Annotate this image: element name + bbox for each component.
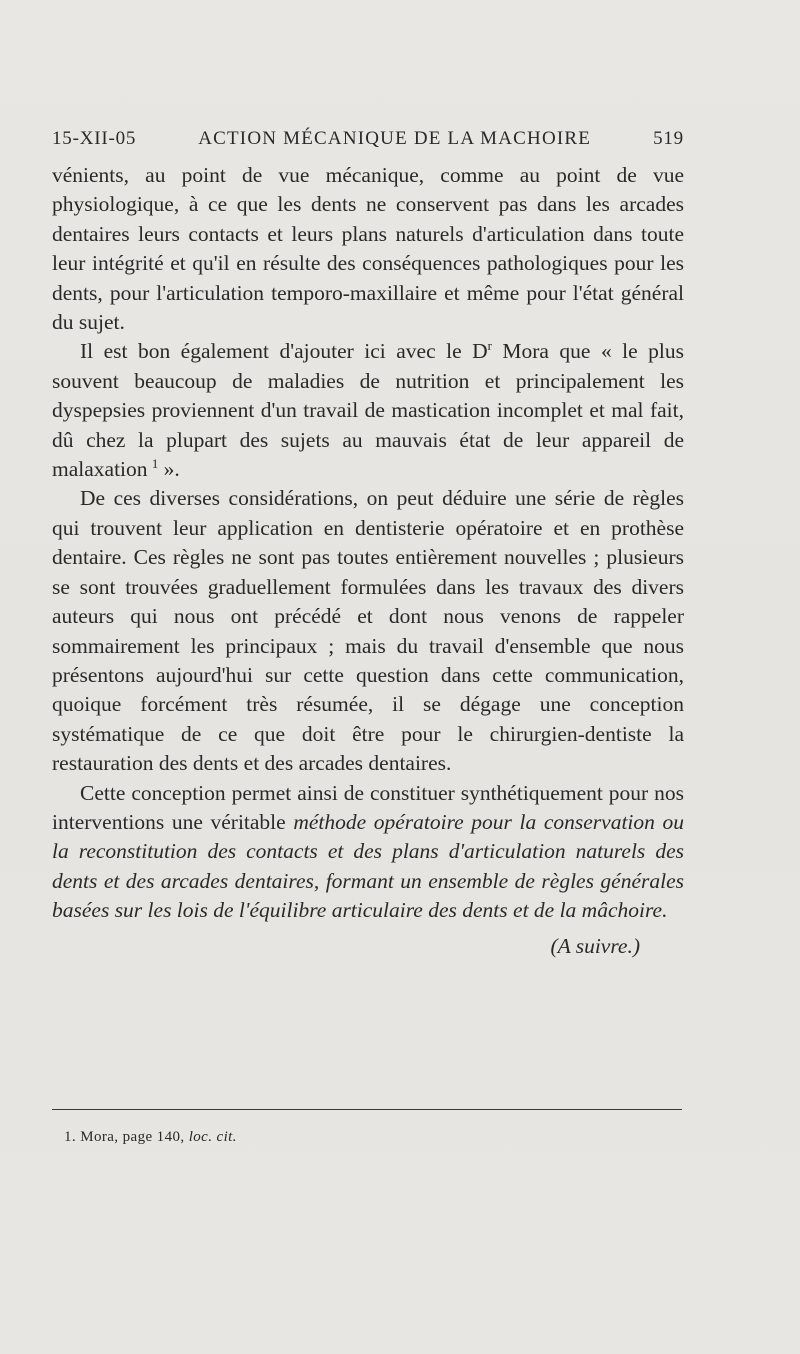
paragraph-2-part1: Il est bon également d'ajouter ici avec le D [80, 339, 488, 364]
paragraph-1: vénients, au point de vue mécanique, comme au point de vue physiologique, à ce que les dents ne conservent pas dans les arcades dentaires leurs contacts et leurs plans naturels d'articulation dans toute leur intégrité et qu'il en résulte des conséquences pathologiques pour les dents, pour l'articulation temporo-maxillaire et même pour l'état général du sujet. [52, 163, 684, 335]
page-number: 519 [653, 128, 684, 149]
header-date: 15-XII-05 [52, 128, 137, 149]
paragraph-4-roman: Cette conception permet ainsi de constituer synthétiquement pour nos interventions une véritable [52, 780, 684, 834]
body-text [52, 161, 684, 961]
paragraph-2 [52, 337, 684, 484]
running-head [52, 128, 684, 150]
footnote-italic: loc. cit. [188, 1129, 237, 1145]
paragraph-3: De ces diverses considérations, on peut déduire une série de règles qui trouvent leur application en dentisterie opératoire et en prothèse dentaire. Ces règles ne sont pas toutes entièrement nouvelles ; plusieurs se sont trouvées graduellement formulées dans les travaux des divers auteurs qui nous ont précédé et dont nous venons de rappeler sommairement les principaux ; mais du travail d'ensemble que nous présentons aujourd'hui sur cette question dans cette communication, quoique forcément très résumée, il se dégage une conception systématique de ce que doit être pour le chirurgien-dentiste la restauration des dents et des arcades dentaires. [52, 486, 684, 776]
footnote-rule [52, 1109, 682, 1110]
footnote-text: Mora, page 140, [80, 1129, 189, 1145]
to-be-continued: (A suivre.) [550, 933, 640, 958]
paragraph-4-italic: méthode opératoire pour la conservation ou la reconstitution des contacts et des plans d'articulation naturels des dents et des arcades dentaires, formant un ensemble de règles générales basées sur les lois de l'équilibre articulaire des dents et de la mâchoire. [52, 809, 685, 923]
paragraph-4 [52, 779, 684, 926]
paragraph-2-part2: Mora que « le plus souvent beaucoup de maladies de nutrition et principalement les dyspepsies proviennent d'un travail de mastication incomplet et mal fait, dû chez la plupart des sujets au mauvais état de leur appareil de malaxation [52, 339, 685, 482]
paragraph-2-part3: ». [158, 457, 180, 482]
doctor-abbrev-sup: r [487, 339, 492, 354]
footnote-number: 1. [64, 1129, 77, 1145]
header-title: ACTION MÉCANIQUE DE LA MACHOIRE [198, 128, 592, 149]
footnote-ref: 1 [151, 456, 159, 471]
footnote [64, 1129, 664, 1146]
